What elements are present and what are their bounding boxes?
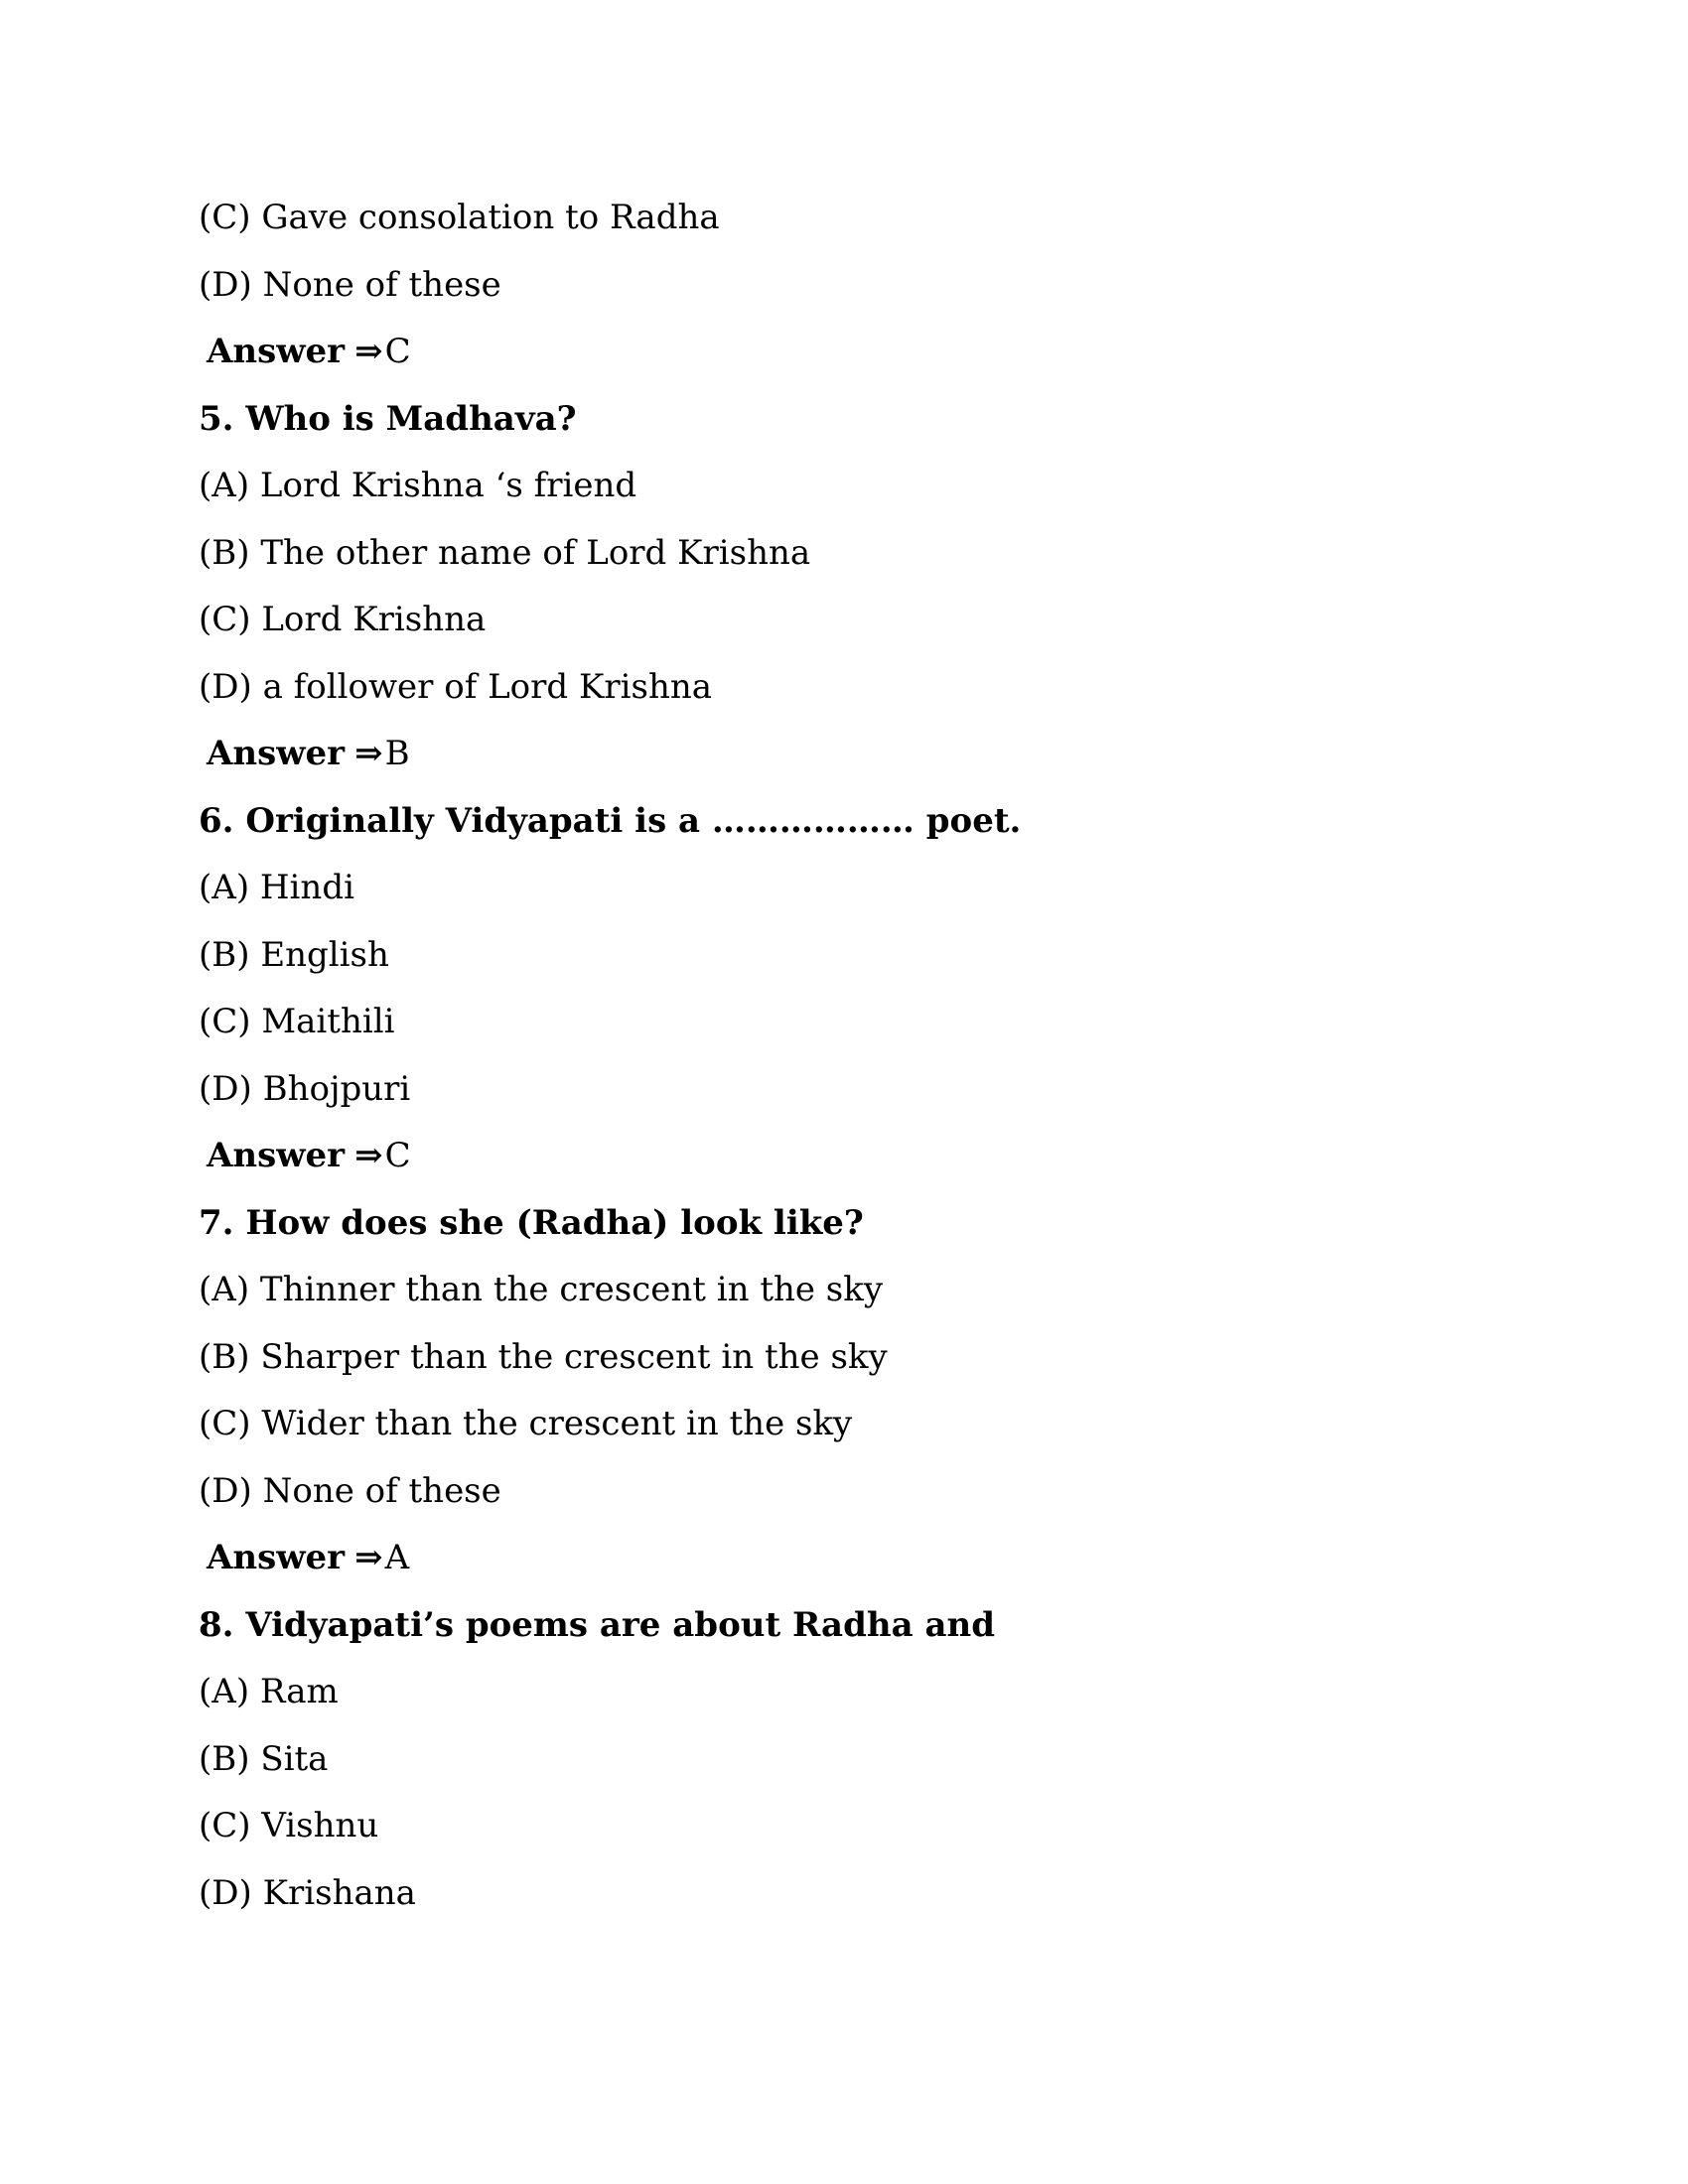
- q5-option-c: (C) Lord Krishna: [199, 600, 487, 639]
- q5-option-b: (B) The other name of Lord Krishna: [199, 532, 811, 573]
- q7-question: 7. How does she (Radha) look like?: [199, 1202, 864, 1243]
- q8-question: 8. Vidyapati’s poems are about Radha and: [199, 1604, 995, 1645]
- document-page: [199, 185, 1489, 1927]
- q8-option-d: (D) Krishana: [199, 1872, 416, 1913]
- q5-answer: [199, 721, 1489, 788]
- q6-option-c: (C) Maithili: [199, 1002, 395, 1041]
- answer-arrow-icon: ⇒: [354, 1538, 383, 1577]
- answer-label: Answer: [207, 1538, 346, 1577]
- answer-arrow-icon: ⇒: [354, 332, 383, 371]
- q4-answer: [199, 319, 1489, 386]
- q4-option-d: (D) None of these: [199, 264, 501, 305]
- q6-option-d: (D) Bhojpuri: [199, 1068, 411, 1109]
- answer-value: C: [384, 332, 411, 371]
- q6-answer: [199, 1123, 1489, 1190]
- answer-value: A: [384, 1538, 410, 1577]
- q6-option-a: (A) Hindi: [199, 868, 354, 907]
- answer-value: B: [384, 734, 410, 773]
- q8-option-b: (B) Sita: [199, 1738, 329, 1779]
- q7-option-b: (B) Sharper than the crescent in the sky: [199, 1336, 888, 1377]
- q7-option-a: (A) Thinner than the crescent in the sky: [199, 1270, 884, 1309]
- answer-label: Answer: [207, 332, 346, 371]
- q7-option-d: (D) None of these: [199, 1470, 501, 1511]
- q5-option-d: (D) a follower of Lord Krishna: [199, 666, 713, 707]
- q4-option-c: (C) Gave consolation to Radha: [199, 198, 720, 237]
- answer-arrow-icon: ⇒: [354, 734, 383, 773]
- answer-arrow-icon: ⇒: [354, 1136, 383, 1175]
- q7-answer: [199, 1525, 1489, 1592]
- q5-option-a: (A) Lord Krishna ‘s friend: [199, 466, 637, 505]
- q8-option-c: (C) Vishnu: [199, 1806, 379, 1845]
- q5-question: 5. Who is Madhava?: [199, 398, 577, 439]
- q7-option-c: (C) Wider than the crescent in the sky: [199, 1404, 853, 1443]
- answer-label: Answer: [207, 1136, 346, 1175]
- answer-label: Answer: [207, 734, 346, 773]
- q6-question: 6. Originally Vidyapati is a ……………… poet.: [199, 800, 1022, 841]
- answer-value: C: [384, 1136, 411, 1175]
- q6-option-b: (B) English: [199, 934, 389, 975]
- q8-option-a: (A) Ram: [199, 1672, 339, 1711]
